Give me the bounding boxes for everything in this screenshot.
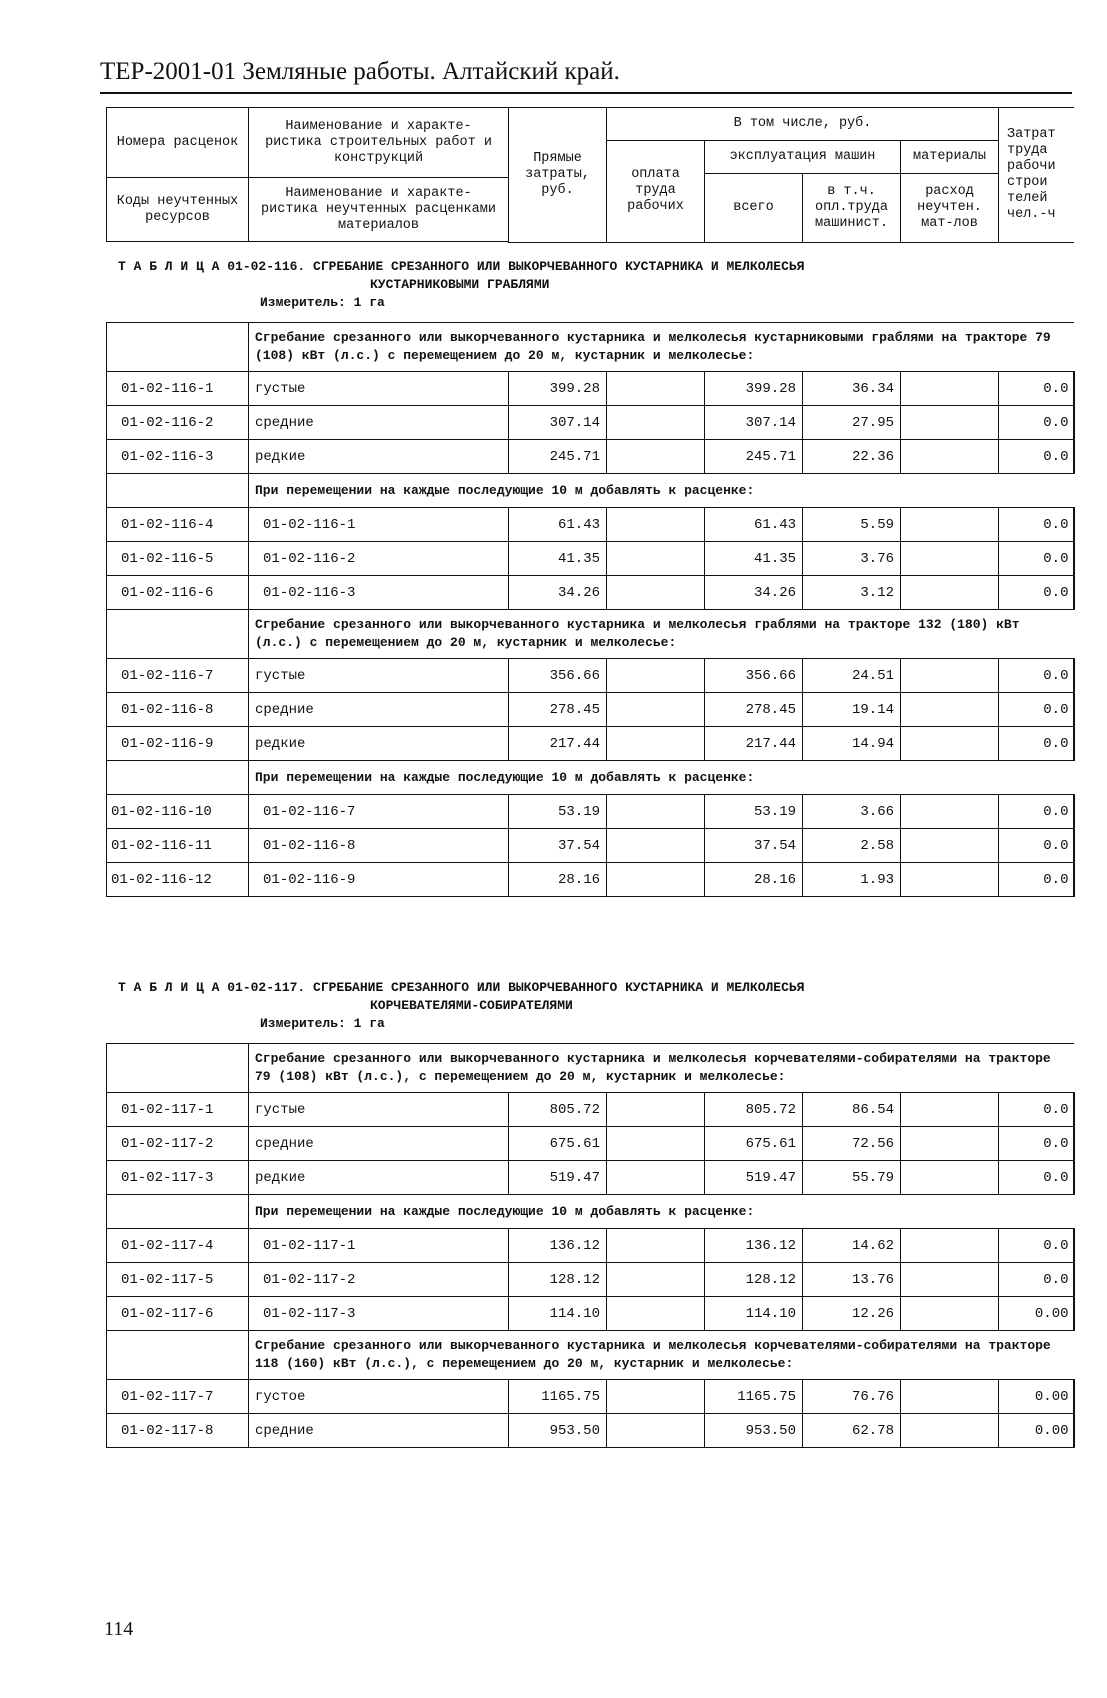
group-description: При перемещении на каждые последующие 10 м добавлять к расценке: (249, 474, 1074, 508)
header-resource-codes: Коды неучтенных ресурсов (107, 178, 249, 242)
table-row: 01-02-116-9 редкие 217.44 217.44 14.94 0.0 (107, 727, 1074, 761)
header-rule (100, 92, 1072, 94)
table-row: 01-02-116-2 средние 307.14 307.14 27.95 0.0 (107, 406, 1074, 440)
header-materials-consumption: расход неучтен. мат-лов (901, 174, 999, 243)
group-description: При перемещении на каждые последующие 10 м добавлять к расценке: (249, 1195, 1074, 1229)
group-description: Сгребание срезанного или выкорчеванного кустарника и мелколесья кустарниковыми граблями на тракторе 79 (108) кВт (л.с.) с перемещением до 20 м, кустарник и мелколесье: (249, 323, 1074, 372)
table-meter-116: Измеритель: 1 га (260, 295, 385, 310)
header-material-name: Наименование и характе- ристика неучтенных расценками материалов (249, 178, 509, 242)
column-header-table (106, 107, 1074, 243)
table-row: 01-02-116-7 густые 356.66 356.66 24.51 0.0 (107, 659, 1074, 693)
table-row: 01-02-117-6 01-02-117-3 114.10 114.10 12.26 0.00 (107, 1297, 1074, 1331)
table-row: 01-02-116-3 редкие 245.71 245.71 22.36 0.0 (107, 440, 1074, 474)
header-work-name: Наименование и характе- ристика строительных работ и конструкций (249, 108, 509, 178)
header-including: В том числе, руб. (607, 108, 999, 141)
table-row: 01-02-117-4 01-02-117-1 136.12 136.12 14.62 0.0 (107, 1229, 1074, 1263)
table-row: 01-02-116-5 01-02-116-2 41.35 41.35 3.76 0.0 (107, 542, 1074, 576)
table-title-116-line2: КУСТАРНИКОВЫМИ ГРАБЛЯМИ (370, 277, 550, 292)
header-machines-incl: в т.ч. опл.труда машинист. (803, 174, 901, 243)
group-description: Сгребание срезанного или выкорчеванного кустарника и мелколесья граблями на тракторе 132 (180) кВт (л.с.) с перемещением до 20 м, кустарник и мелколесье: (249, 610, 1074, 659)
page-number: 114 (104, 1618, 134, 1640)
header-rate-numbers: Номера расценок (107, 108, 249, 178)
table-row: 01-02-117-7 густое 1165.75 1165.75 76.76 0.00 (107, 1380, 1074, 1414)
table-title-116-line1: Т А Б Л И Ц А 01-02-116. СГРЕБАНИЕ СРЕЗАННОГО ИЛИ ВЫКОРЧЕВАННОГО КУСТАРНИКА И МЕЛКОЛЕСЬЯ (118, 259, 805, 274)
group-description: Сгребание срезанного или выкорчеванного кустарника и мелколесья корчевателями-собирателями на тракторе 118 (160) кВт (л.с.), с перемещением до 20 м, кустарник и мелколесье: (249, 1331, 1074, 1380)
group-description: Сгребание срезанного или выкорчеванного кустарника и мелколесья корчевателями-собирателями на тракторе 79 (108) кВт (л.с.), с перемещением до 20 м, кустарник и мелколесье: (249, 1044, 1074, 1093)
table-row: 01-02-117-2 средние 675.61 675.61 72.56 0.0 (107, 1127, 1074, 1161)
table-row: 01-02-116-8 средние 278.45 278.45 19.14 0.0 (107, 693, 1074, 727)
table-row: 01-02-117-5 01-02-117-2 128.12 128.12 13.76 0.0 (107, 1263, 1074, 1297)
table-meter-117: Измеритель: 1 га (260, 1016, 385, 1031)
table-caption-116 (118, 258, 805, 312)
header-machines: эксплуатация машин (705, 141, 901, 174)
running-head: ТЕР-2001-01 Земляные работы. Алтайский край. (100, 58, 620, 85)
table-row: 01-02-116-1 густые 399.28 399.28 36.34 0.0 (107, 372, 1074, 406)
table-title-117-line1: Т А Б Л И Ц А 01-02-117. СГРЕБАНИЕ СРЕЗАННОГО ИЛИ ВЫКОРЧЕВАННОГО КУСТАРНИКА И МЕЛКОЛЕСЬЯ (118, 980, 805, 995)
table-row: 01-02-116-6 01-02-116-3 34.26 34.26 3.12 0.0 (107, 576, 1074, 610)
header-direct-costs: Прямые затраты, руб. (509, 108, 607, 243)
table-row: 01-02-116-11 01-02-116-8 37.54 37.54 2.58 0.0 (107, 829, 1074, 863)
rates-table-116 (106, 322, 1075, 897)
table-row: 01-02-116-12 01-02-116-9 28.16 28.16 1.93 0.0 (107, 863, 1074, 897)
table-row: 01-02-116-4 01-02-116-1 61.43 61.43 5.59 0.0 (107, 508, 1074, 542)
rates-table-117 (106, 1043, 1075, 1448)
table-title-117-line2: КОРЧЕВАТЕЛЯМИ-СОБИРАТЕЛЯМИ (370, 998, 573, 1013)
header-materials: материалы (901, 141, 999, 174)
header-labor-pay: оплата труда рабочих (607, 141, 705, 243)
table-row: 01-02-116-10 01-02-116-7 53.19 53.19 3.66 0.0 (107, 795, 1074, 829)
group-description: При перемещении на каждые последующие 10 м добавлять к расценке: (249, 761, 1074, 795)
table-row: 01-02-117-8 средние 953.50 953.50 62.78 0.00 (107, 1414, 1074, 1448)
header-machines-total: всего (705, 174, 803, 243)
table-row: 01-02-117-3 редкие 519.47 519.47 55.79 0.0 (107, 1161, 1074, 1195)
header-labor-costs: Затрат труда рабочи строи телей чел.-ч (999, 108, 1074, 243)
table-row: 01-02-117-1 густые 805.72 805.72 86.54 0.0 (107, 1093, 1074, 1127)
table-caption-117 (118, 979, 805, 1033)
